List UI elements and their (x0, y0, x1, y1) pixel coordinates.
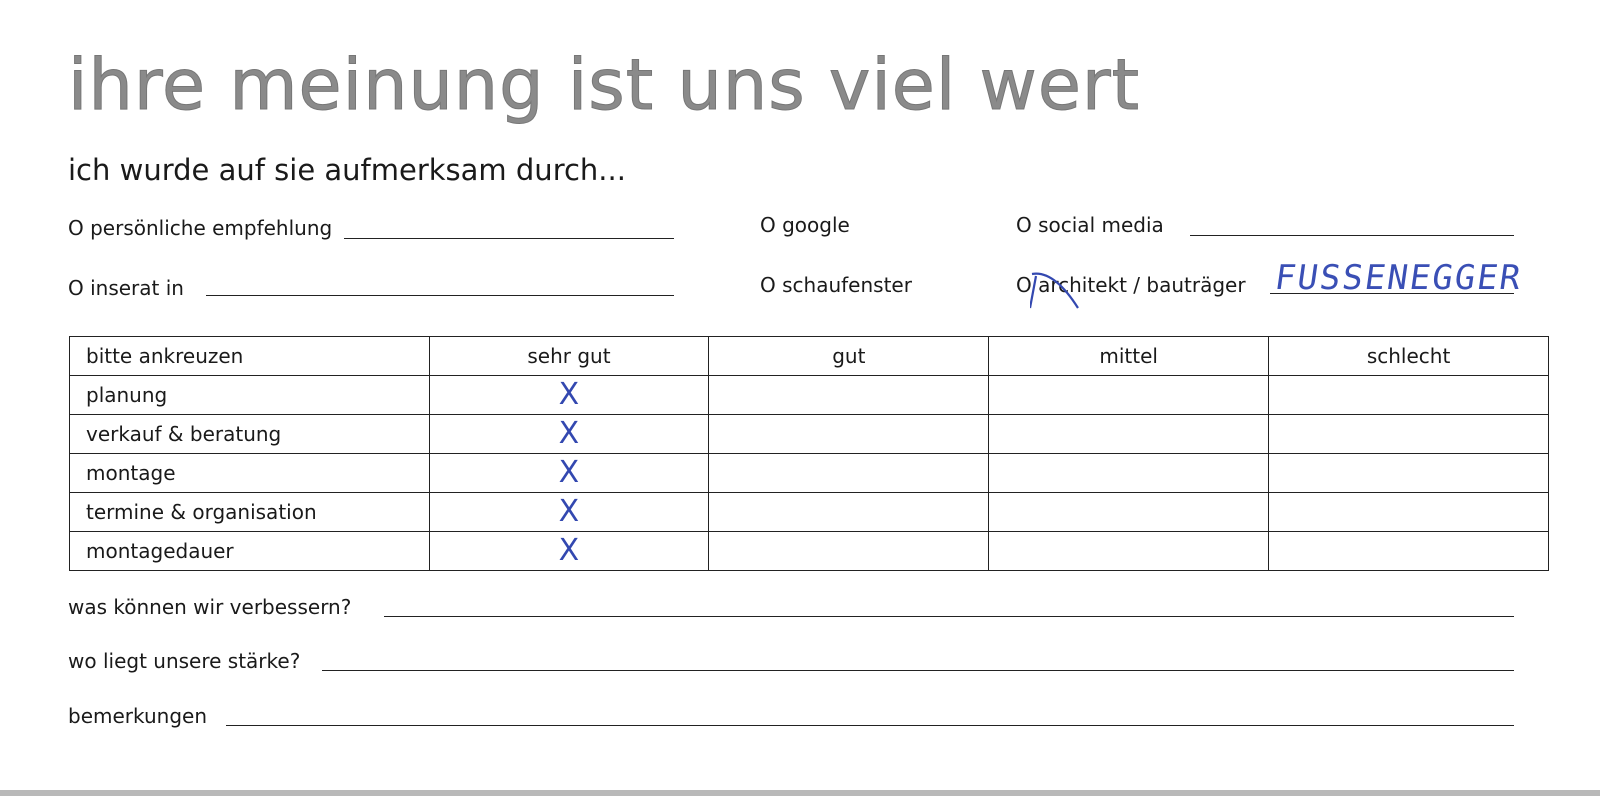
rating-cell-medium[interactable] (989, 532, 1269, 571)
improve-answer-field[interactable] (384, 616, 1514, 617)
header-instruction: bitte ankreuzen (70, 337, 430, 376)
check-mark: X (558, 533, 580, 568)
check-mark: X (558, 455, 580, 490)
table-row (70, 415, 1549, 454)
remarks-answer-field[interactable] (226, 725, 1514, 726)
architect-check-mark (1030, 268, 1080, 312)
ad-field[interactable] (206, 295, 674, 296)
check-mark: X (558, 377, 580, 412)
rating-cell-bad[interactable] (1269, 493, 1549, 532)
option-shop-window[interactable]: O schaufenster (760, 273, 912, 297)
row-label-scheduling: termine & organisation (70, 493, 430, 532)
rating-cell-very-good[interactable] (429, 415, 709, 454)
rating-cell-very-good[interactable] (429, 454, 709, 493)
check-mark: X (558, 416, 580, 451)
header-bad: schlecht (1269, 337, 1549, 376)
rating-header-row (70, 337, 1549, 376)
personal-recommendation-field[interactable] (344, 238, 674, 239)
table-row (70, 532, 1549, 571)
row-label-assembly: montage (70, 454, 430, 493)
rating-cell-bad[interactable] (1269, 415, 1549, 454)
option-google[interactable]: O google (760, 213, 850, 237)
table-row (70, 493, 1549, 532)
rating-cell-medium[interactable] (989, 376, 1269, 415)
question-improve: was können wir verbessern? (68, 595, 352, 619)
table-row (70, 376, 1549, 415)
option-personal-recommendation[interactable]: O persönliche empfehlung (68, 216, 333, 240)
rating-cell-very-good[interactable] (429, 493, 709, 532)
rating-cell-bad[interactable] (1269, 376, 1549, 415)
rating-cell-medium[interactable] (989, 493, 1269, 532)
social-media-field[interactable] (1190, 235, 1514, 236)
rating-cell-good[interactable] (709, 532, 989, 571)
option-architect[interactable]: O architekt / bauträger (1016, 273, 1246, 297)
row-label-duration: montagedauer (70, 532, 430, 571)
header-good: gut (709, 337, 989, 376)
strength-answer-field[interactable] (322, 670, 1514, 671)
rating-cell-good[interactable] (709, 454, 989, 493)
rating-cell-good[interactable] (709, 493, 989, 532)
header-very-good: sehr gut (429, 337, 709, 376)
rating-table (69, 336, 1549, 571)
rating-cell-medium[interactable] (989, 454, 1269, 493)
table-row (70, 454, 1549, 493)
question-strength: wo liegt unsere stärke? (68, 649, 301, 673)
rating-cell-good[interactable] (709, 415, 989, 454)
architect-handwritten-value: FUSSENEGGER (1272, 258, 1525, 298)
option-social-media[interactable]: O social media (1016, 213, 1164, 237)
row-label-sales: verkauf & beratung (70, 415, 430, 454)
check-mark: X (558, 494, 580, 529)
rating-cell-bad[interactable] (1269, 454, 1549, 493)
row-label-planning: planung (70, 376, 430, 415)
bottom-edge (0, 790, 1600, 796)
header-medium: mittel (989, 337, 1269, 376)
rating-cell-good[interactable] (709, 376, 989, 415)
source-question: ich wurde auf sie aufmerksam durch... (68, 153, 626, 187)
option-ad[interactable]: O inserat in (68, 276, 184, 300)
rating-cell-medium[interactable] (989, 415, 1269, 454)
rating-cell-very-good[interactable] (429, 376, 709, 415)
page-title: ihre meinung ist uns viel wert (68, 44, 1141, 126)
rating-cell-bad[interactable] (1269, 532, 1549, 571)
rating-cell-very-good[interactable] (429, 532, 709, 571)
question-remarks: bemerkungen (68, 704, 208, 728)
